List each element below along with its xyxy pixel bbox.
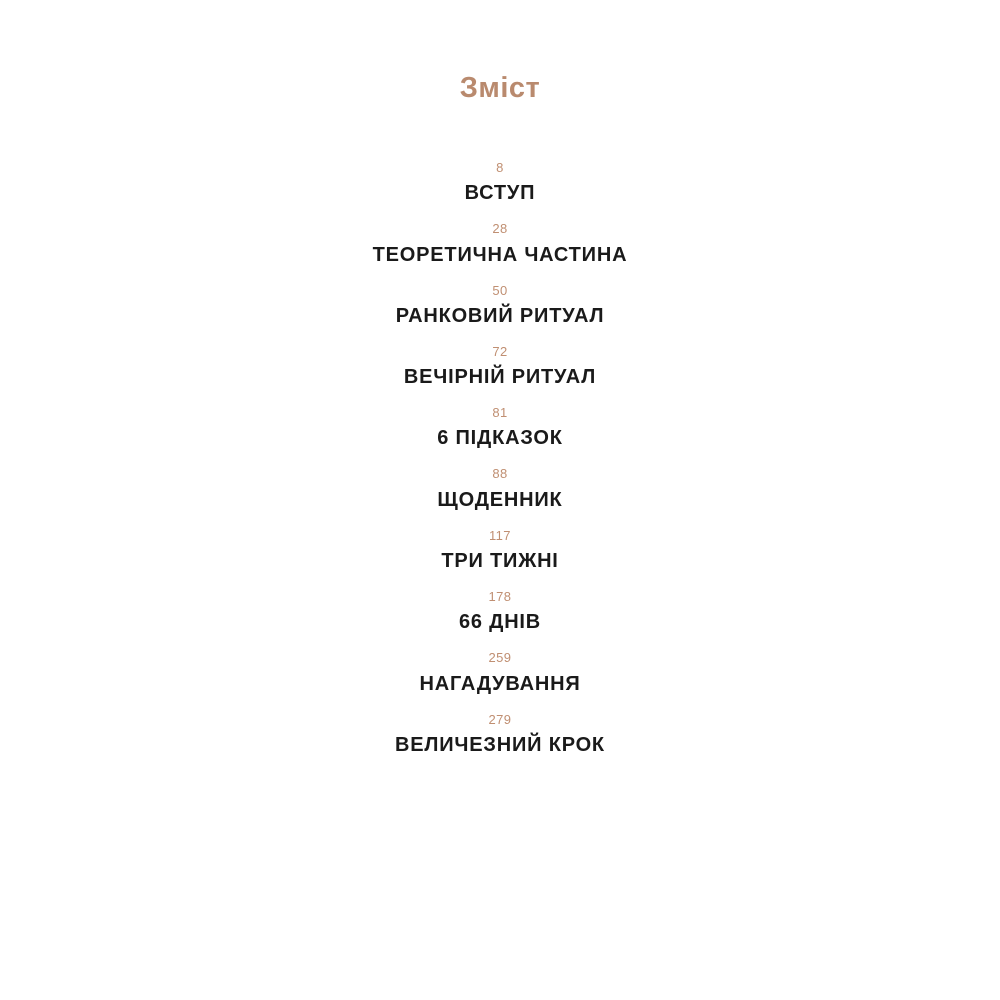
toc-page-number: 72 [492, 343, 508, 359]
list-item[interactable] [373, 222, 628, 266]
toc-page-number: 81 [492, 405, 508, 421]
toc-entry-label: ТРИ ТИЖНІ [441, 550, 559, 573]
list-item[interactable] [437, 467, 562, 511]
toc-page-number: 279 [488, 711, 512, 727]
list-item[interactable] [404, 345, 596, 389]
list-item[interactable] [437, 406, 563, 450]
list-item[interactable] [459, 590, 541, 634]
list-item[interactable] [395, 713, 605, 757]
toc-entry-label: ВСТУП [464, 182, 536, 205]
toc-page-number: 28 [492, 221, 508, 237]
toc-page-number: 88 [492, 466, 508, 482]
page-title: Зміст [459, 72, 541, 104]
toc-entry-label: 6 ПІДКАЗОК [437, 427, 563, 450]
toc-entry-label: ВЕЧІРНІЙ РИТУАЛ [403, 366, 597, 389]
toc-entry-label: ВЕЛИЧЕЗНИЙ КРОК [395, 733, 605, 756]
toc-page-number: 50 [492, 282, 508, 298]
toc-page-number: 259 [488, 650, 512, 666]
toc-page-number: 8 [496, 160, 504, 175]
list-item[interactable] [419, 651, 580, 695]
toc-page-number: 178 [488, 589, 512, 605]
list-item[interactable] [396, 284, 605, 328]
list-item[interactable] [441, 529, 558, 573]
toc-entry-label: НАГАДУВАННЯ [419, 672, 581, 695]
toc-list [0, 161, 1000, 774]
toc-entry-label: ТЕОРЕТИЧНА ЧАСТИНА [372, 243, 628, 266]
toc-page-number: 117 [489, 527, 511, 543]
list-item[interactable] [465, 161, 536, 205]
toc-entry-label: ЩОДЕННИК [437, 488, 563, 511]
toc-entry-label: РАНКОВИЙ РИТУАЛ [395, 304, 605, 327]
toc-entry-label: 66 ДНІВ [458, 611, 542, 634]
